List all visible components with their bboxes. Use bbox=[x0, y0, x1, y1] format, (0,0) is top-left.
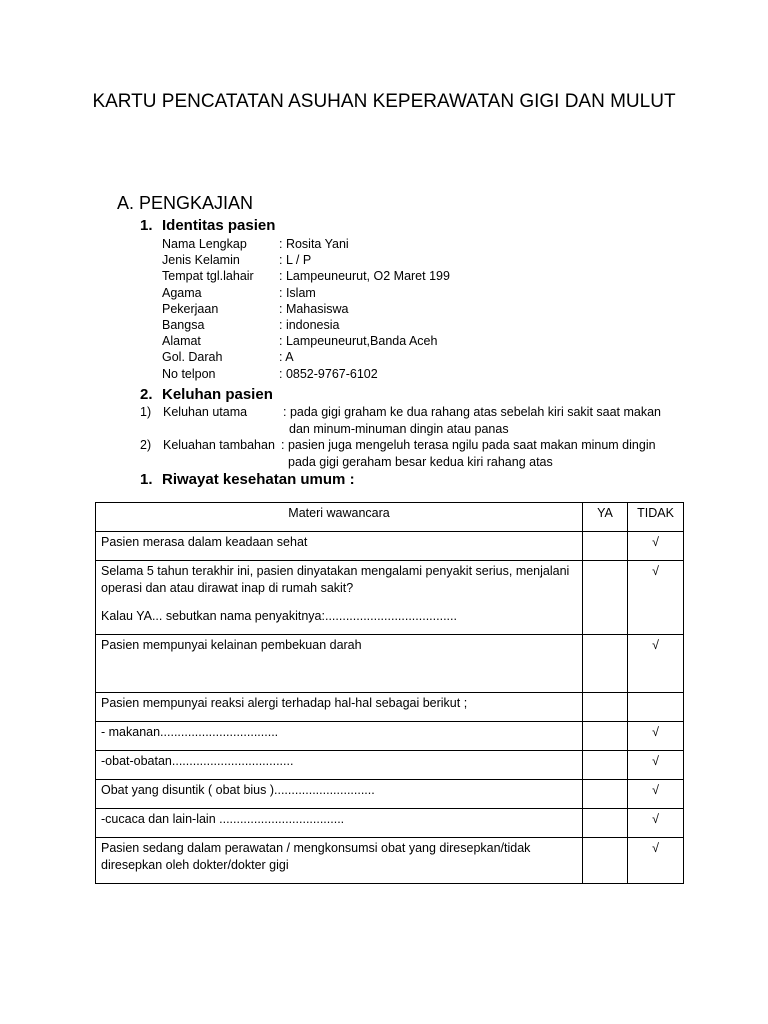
field-label: Jenis Kelamin bbox=[162, 253, 240, 268]
field-value: : indonesia bbox=[279, 317, 340, 332]
field-value: : Rosita Yani bbox=[279, 237, 349, 251]
table-row bbox=[96, 635, 684, 693]
tidak-cell: √ bbox=[628, 780, 684, 809]
subheading-label: Identitas pasien bbox=[162, 217, 276, 234]
field-value: : Lampeuneurut,Banda Aceh bbox=[279, 334, 438, 349]
tidak-cell: √ bbox=[628, 838, 684, 884]
complaint-text-cont: pada gigi geraham besar kedua kiri rahang atas bbox=[288, 454, 553, 469]
field-label: Tempat tgl.lahair bbox=[162, 269, 254, 284]
identity-fields bbox=[162, 236, 450, 382]
complaint-text-cont: dan minum-minuman dingin atau panas bbox=[289, 421, 509, 436]
field-agama bbox=[162, 285, 450, 301]
subheading-identitas bbox=[140, 217, 275, 235]
question-cell: Pasien sedang dalam perawatan / mengkonsumsi obat yang diresepkan/tidak diresepkan oleh dokter/dokter gigi bbox=[96, 838, 583, 884]
complaint-number: 2) bbox=[140, 438, 152, 452]
question-cell bbox=[96, 561, 583, 635]
complaint-text: : pada gigi graham ke dua rahang atas sebelah kiri sakit saat makan bbox=[283, 405, 662, 419]
field-gol-darah bbox=[162, 349, 450, 365]
complaint-label: Keluahan tambahan bbox=[163, 438, 275, 452]
table-row bbox=[96, 780, 684, 809]
field-label: Agama bbox=[162, 285, 202, 300]
table-row bbox=[96, 751, 684, 780]
field-label: Gol. Darah bbox=[162, 350, 223, 365]
question-cell: Obat yang disuntik ( obat bius )............................. bbox=[96, 780, 583, 809]
field-label: Bangsa bbox=[162, 317, 205, 332]
tidak-cell: √ bbox=[628, 722, 684, 751]
ya-cell bbox=[583, 809, 628, 838]
field-pekerjaan bbox=[162, 301, 450, 317]
field-bangsa bbox=[162, 317, 450, 333]
question-cell: Pasien mempunyai reaksi alergi terhadap hal-hal sebagai berikut ; bbox=[96, 693, 583, 722]
field-value: : Mahasiswa bbox=[279, 301, 349, 316]
field-value: : Islam bbox=[279, 285, 316, 300]
tidak-cell: √ bbox=[628, 635, 684, 693]
ya-cell bbox=[583, 722, 628, 751]
subheading-number: 2. bbox=[140, 386, 153, 403]
subheading-riwayat bbox=[140, 471, 355, 489]
field-alamat bbox=[162, 333, 450, 349]
ya-cell bbox=[583, 561, 628, 635]
field-no-telpon bbox=[162, 366, 450, 382]
section-heading-pengkajian: A. PENGKAJIAN bbox=[117, 193, 254, 213]
complaint-text: : pasien juga mengeluh terasa ngilu pada saat makan minum dingin bbox=[281, 438, 656, 452]
question-text: Selama 5 tahun terakhir ini, pasien dinyatakan mengalami penyakit serius, menjalani operasi dan atau dirawat inap di rumah sakit? bbox=[101, 564, 570, 595]
tidak-cell: √ bbox=[628, 532, 684, 561]
field-label: Pekerjaan bbox=[162, 301, 219, 316]
ya-cell bbox=[583, 635, 628, 693]
question-cell: Pasien mempunyai kelainan pembekuan darah bbox=[96, 635, 583, 693]
field-value: : A bbox=[279, 350, 294, 365]
ya-cell bbox=[583, 532, 628, 561]
subheading-keluhan bbox=[140, 386, 273, 404]
field-tempat-tgl-lahir bbox=[162, 268, 450, 284]
table-row bbox=[96, 838, 684, 884]
question-cell: - makanan.................................. bbox=[96, 722, 583, 751]
table-row bbox=[96, 532, 684, 561]
field-label: No telpon bbox=[162, 366, 216, 381]
table-header-row bbox=[96, 503, 684, 532]
tidak-cell bbox=[628, 693, 684, 722]
field-label: Nama Lengkap bbox=[162, 237, 247, 251]
field-value: : L / P bbox=[279, 253, 312, 268]
field-value: : Lampeuneurut, O2 Maret 199 bbox=[279, 269, 450, 284]
ya-cell bbox=[583, 780, 628, 809]
interview-table bbox=[95, 502, 684, 884]
subheading-number: 1. bbox=[140, 217, 153, 234]
subheading-label: Keluhan pasien bbox=[162, 386, 273, 403]
field-jenis-kelamin bbox=[162, 252, 450, 268]
table-row bbox=[96, 561, 684, 635]
tidak-cell: √ bbox=[628, 751, 684, 780]
field-label: Alamat bbox=[162, 334, 201, 349]
table-row bbox=[96, 722, 684, 751]
field-nama bbox=[162, 236, 450, 252]
complaint-label: Keluhan utama bbox=[163, 405, 248, 419]
subheading-number: 1. bbox=[140, 471, 153, 488]
table-row bbox=[96, 809, 684, 838]
field-value: : 0852-9767-6102 bbox=[279, 366, 378, 381]
table-row bbox=[96, 693, 684, 722]
ya-cell bbox=[583, 838, 628, 884]
tidak-cell: √ bbox=[628, 561, 684, 635]
question-followup: Kalau YA... sebutkan nama penyakitnya:...................................... bbox=[101, 609, 457, 623]
subheading-label: Riwayat kesehatan umum : bbox=[162, 471, 355, 488]
question-cell: -obat-obatan................................... bbox=[96, 751, 583, 780]
complaint-number: 1) bbox=[140, 405, 152, 419]
question-cell: Pasien merasa dalam keadaan sehat bbox=[96, 532, 583, 561]
question-cell: -cucaca dan lain-lain .................................... bbox=[96, 809, 583, 838]
ya-cell bbox=[583, 751, 628, 780]
ya-cell bbox=[583, 693, 628, 722]
tidak-cell: √ bbox=[628, 809, 684, 838]
header-materi: Materi wawancara bbox=[96, 503, 583, 532]
page-title: KARTU PENCATATAN ASUHAN KEPERAWATAN GIGI DAN MULUT bbox=[92, 91, 676, 112]
header-ya: YA bbox=[583, 503, 628, 532]
header-tidak: TIDAK bbox=[628, 503, 684, 532]
